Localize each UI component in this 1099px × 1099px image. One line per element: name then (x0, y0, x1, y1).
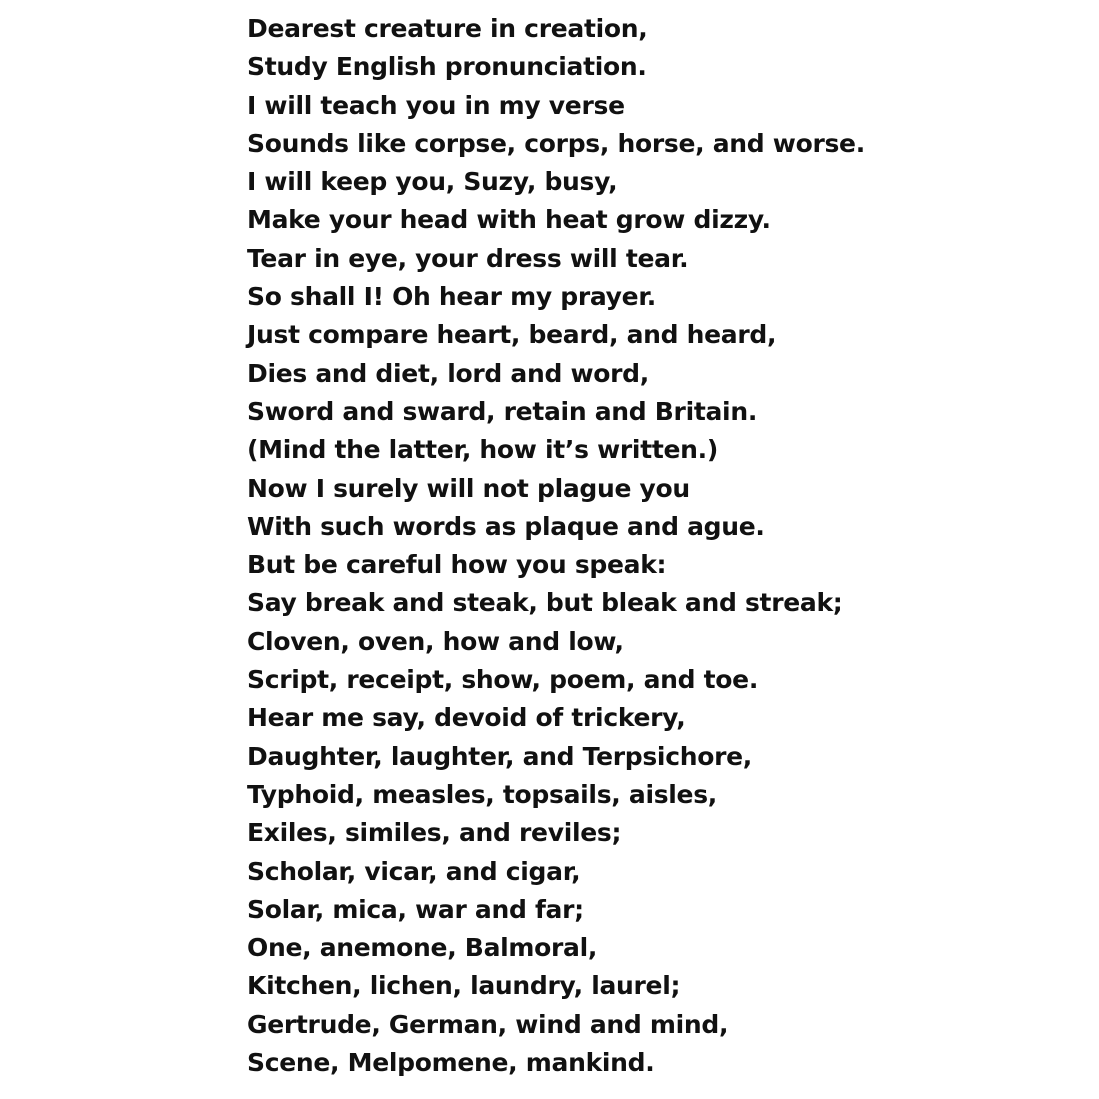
poem-line: With such words as plaque and ague. (247, 511, 765, 541)
poem-line: Cloven, oven, how and low, (247, 626, 624, 656)
poem-line: Make your head with heat grow dizzy. (247, 205, 771, 235)
poem-line: Say break and steak, but bleak and streak; (247, 588, 843, 618)
poem-line: Now I surely will not plague you (247, 473, 690, 503)
poem-line: Sounds like corpse, corps, horse, and worse. (247, 128, 865, 158)
poem-line: Study English pronunciation. (247, 52, 647, 82)
poem-line: Hear me say, devoid of trickery, (247, 703, 686, 733)
poem-line: Scholar, vicar, and cigar, (247, 856, 581, 886)
poem-line: Daughter, laughter, and Terpsichore, (247, 741, 752, 771)
poem-line: Script, receipt, show, poem, and toe. (247, 665, 759, 695)
poem-line: (Mind the latter, how it’s written.) (247, 435, 718, 465)
poem-line: Dies and diet, lord and word, (247, 358, 649, 388)
poem-line: But be careful how you speak: (247, 550, 667, 580)
poem-line: So shall I! Oh hear my prayer. (247, 282, 656, 312)
poem-text (247, 10, 865, 1082)
poem-line: I will keep you, Suzy, busy, (247, 167, 618, 197)
poem-line: One, anemone, Balmoral, (247, 933, 598, 963)
poem-line: Just compare heart, beard, and heard, (247, 320, 777, 350)
poem-line: Scene, Melpomene, mankind. (247, 1048, 655, 1078)
poem-line: Dearest creature in creation, (247, 14, 648, 43)
poem-line: Gertrude, German, wind and mind, (247, 1009, 729, 1039)
poem-line: I will teach you in my verse (247, 90, 625, 120)
poem-line: Exiles, similes, and reviles; (247, 818, 622, 848)
poem-line: Kitchen, lichen, laundry, laurel; (247, 971, 681, 1001)
poem-line: Solar, mica, war and far; (247, 894, 584, 924)
poem-line: Tear in eye, your dress will tear. (247, 243, 689, 273)
poem-line: Typhoid, measles, topsails, aisles, (247, 779, 717, 809)
poem-line: Sword and sward, retain and Britain. (247, 396, 758, 426)
